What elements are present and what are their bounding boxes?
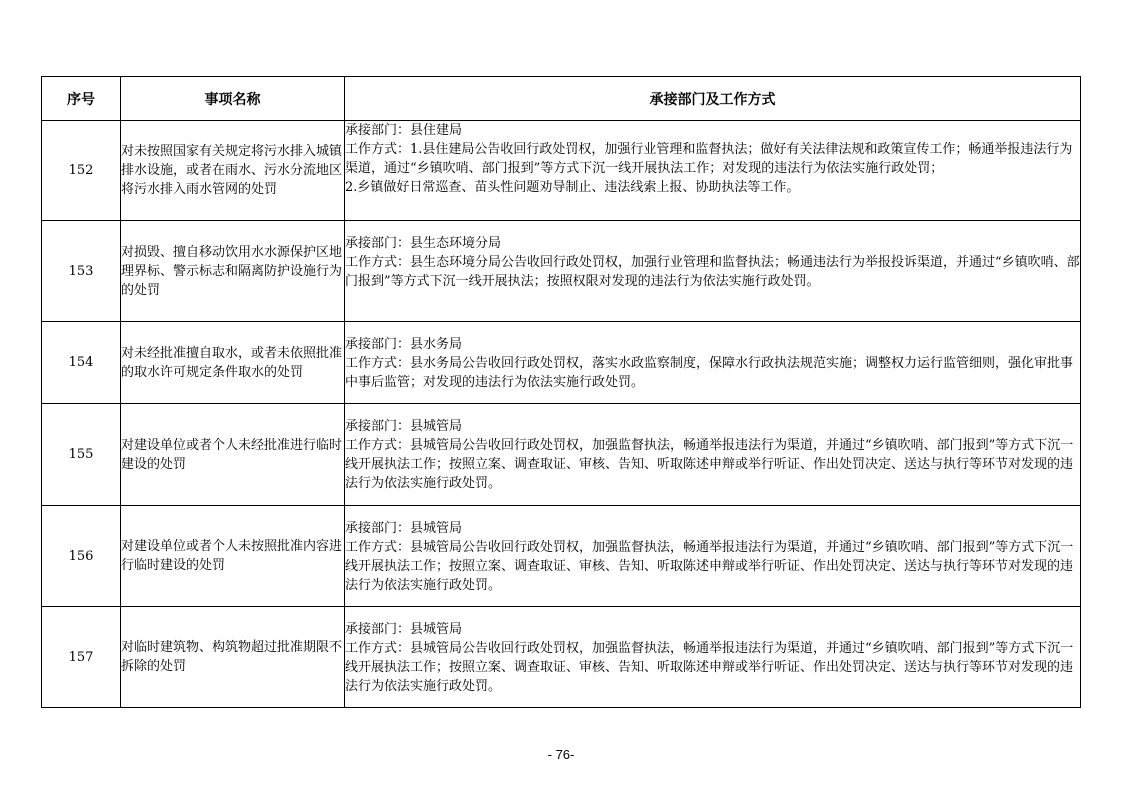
row-method: 工作方式：县城管局公告收回行政处罚权，加强监督执法，畅通举报违法行为渠道，并通过“乡镇吹哨、部门报到”等方式下沉一线开展执法工作；按照立案、调查取证、审核、告知、听取陈述申辩或举行听证、作出处罚决定、送达与执行等环节对发现的违法行为依法实施行政处罚。 <box>345 641 1074 694</box>
row-method: 工作方式：县城管局公告收回行政处罚权，加强监督执法，畅通举报违法行为渠道，并通过“乡镇吹哨、部门报到”等方式下沉一线开展执法工作；按照立案、调查取证、审核、告知、听取陈述申辩或举行听证、作出处罚决定、送达与执行等环节对发现的违法行为依法实施行政处罚。 <box>345 540 1074 593</box>
table-row <box>42 322 1081 404</box>
header-dept: 承接部门及工作方式 <box>345 77 1081 121</box>
header-item: 事项名称 <box>121 77 345 121</box>
row-number: 154 <box>42 322 121 404</box>
row-number: 155 <box>42 404 121 506</box>
row-item-name: 对未经批准擅自取水，或者未依照批准的取水许可规定条件取水的处罚 <box>121 322 345 404</box>
row-dept: 承接部门：县城管局 <box>345 521 463 536</box>
row-dept: 承接部门：县城管局 <box>345 622 463 637</box>
matters-table <box>41 76 1081 708</box>
table-row <box>42 404 1081 506</box>
table-row <box>42 221 1081 322</box>
row-dept-method <box>345 404 1081 506</box>
row-dept: 承接部门：县水务局 <box>345 337 463 352</box>
header-number: 序号 <box>42 77 121 121</box>
row-method: 工作方式：县水务局公告收回行政处罚权，落实水政监察制度，保障水行政执法规范实施；调整权力运行监管细则，强化审批事中事后监管；对发现的违法行为依法实施行政处罚。 <box>345 356 1074 390</box>
row-dept-method <box>345 506 1081 607</box>
table-header-row <box>42 77 1081 121</box>
row-method: 工作方式：县生态环境分局公告收回行政处罚权，加强行业管理和监督执法；畅通违法行为举报投诉渠道，并通过“乡镇吹哨、部门报到”等方式下沉一线开展执法；按照权限对发现的违法行为依法实施行政处罚。 <box>345 255 1080 289</box>
row-number: 157 <box>42 607 121 708</box>
row-method: 2.乡镇做好日常巡查、苗头性问题劝导制止、违法线索上报、协助执法等工作。 <box>345 180 800 195</box>
row-item-name: 对未按照国家有关规定将污水排入城镇排水设施，或者在雨水、污水分流地区将污水排入雨水管网的处罚 <box>121 121 345 221</box>
row-item-name: 对临时建筑物、构筑物超过批准期限不拆除的处罚 <box>121 607 345 708</box>
row-dept-method <box>345 322 1081 404</box>
row-dept-method <box>345 221 1081 322</box>
row-item-name: 对建设单位或者个人未经批准进行临时建设的处罚 <box>121 404 345 506</box>
page-number: - 76- <box>547 747 575 762</box>
row-dept: 承接部门：县住建局 <box>345 123 463 138</box>
row-method: 工作方式：县城管局公告收回行政处罚权，加强监督执法，畅通举报违法行为渠道，并通过“乡镇吹哨、部门报到”等方式下沉一线开展执法工作；按照立案、调查取证、审核、告知、听取陈述申辩或举行听证、作出处罚决定、送达与执行等环节对发现的违法行为依法实施行政处罚。 <box>345 438 1074 491</box>
table-row <box>42 506 1081 607</box>
row-dept-method <box>345 607 1081 708</box>
row-number: 152 <box>42 121 121 221</box>
row-number: 156 <box>42 506 121 607</box>
row-dept: 承接部门：县生态环境分局 <box>345 236 502 251</box>
row-item-name: 对建设单位或者个人未按照批准内容进行临时建设的处罚 <box>121 506 345 607</box>
table-row <box>42 121 1081 221</box>
table-row <box>42 607 1081 708</box>
row-number: 153 <box>42 221 121 322</box>
row-dept-method <box>345 121 1081 221</box>
row-dept: 承接部门：县城管局 <box>345 419 463 434</box>
row-method: 工作方式：1.县住建局公告收回行政处罚权，加强行业管理和监督执法；做好有关法律法规和政策宣传工作；畅通举报违法行为渠道，通过“乡镇吹哨、部门报到”等方式下沉一线开展执法工作；对发现的违法行为依法实施行政处罚； <box>345 142 1073 176</box>
row-item-name: 对损毁、擅自移动饮用水水源保护区地理界标、警示标志和隔离防护设施行为的处罚 <box>121 221 345 322</box>
